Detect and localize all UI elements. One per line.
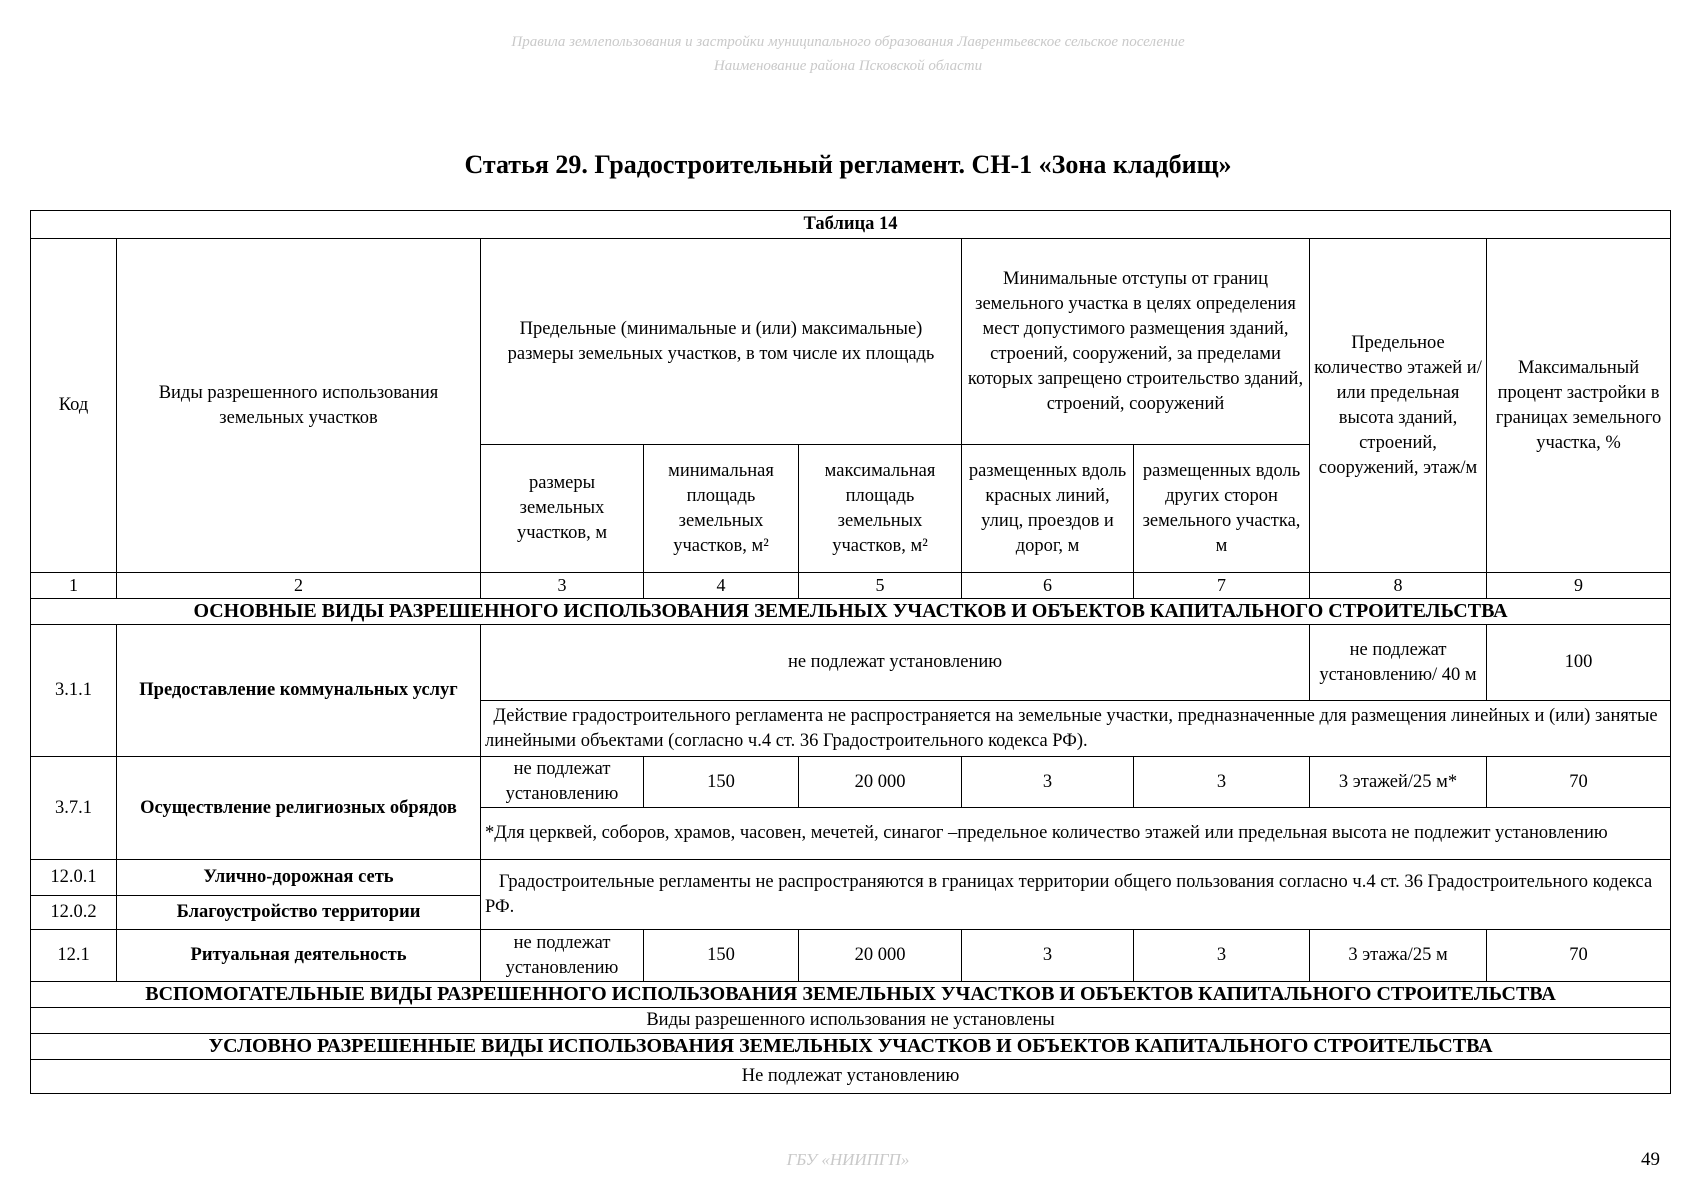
row-coverage: 70 [1487,930,1671,982]
column-number: 8 [1310,573,1487,599]
header-min-area: минимальная площадь земельных участков, м² [644,445,799,573]
row-setback-red: 3 [962,930,1134,982]
footer-organization: ГБУ «НИИПГП» [786,1150,910,1169]
row-max-area: 20 000 [799,930,962,982]
header-plot-size: размеры земельных участков, м [481,445,644,573]
running-header-line-1: Правила землепользования и застройки муниципального образования Лаврентьевское сельское поселение [511,34,1185,50]
header-setback-red: размещенных вдоль красных линий, улиц, проездов и дорог, м [962,445,1134,573]
auxiliary-uses-text: Виды разрешенного использования не установлены [31,1008,1671,1034]
row-code: 3.1.1 [31,625,117,757]
header-coverage: Максимальный процент застройки в границах земельного участка, % [1487,239,1671,573]
row-setback-other: 3 [1134,757,1310,808]
column-number: 4 [644,573,799,599]
row-note: Действие градостроительного регламента не распространяется на земельные участки, предназначенные для размещения линейных и (или) занятые линейными объектами (согласно ч.4 ст. 36 Градостроительного кодекса РФ). [481,701,1671,757]
row-floors: 3 этажей/25 м* [1310,757,1487,808]
row-use-name: Предоставление коммунальных услуг [117,625,481,757]
regulation-table [30,210,1671,1094]
row-min-area: 150 [644,930,799,982]
section-heading-main: ОСНОВНЫЕ ВИДЫ РАЗРЕШЕННОГО ИСПОЛЬЗОВАНИЯ ЗЕМЕЛЬНЫХ УЧАСТКОВ И ОБЪЕКТОВ КАПИТАЛЬНОГО СТРОИТЕЛЬСТВА [31,599,1671,625]
row-plot-size: не подлежат установлению [481,930,644,982]
header-code: Код [31,239,117,573]
section-heading-auxiliary: ВСПОМОГАТЕЛЬНЫЕ ВИДЫ РАЗРЕШЕННОГО ИСПОЛЬЗОВАНИЯ ЗЕМЕЛЬНЫХ УЧАСТКОВ И ОБЪЕКТОВ КАПИТАЛЬНОГО СТРОИТЕЛЬСТВА [31,982,1671,1008]
row-use-name: Осуществление религиозных обрядов [117,757,481,860]
table-row [31,757,1671,808]
header-floors: Предельное количество этажей и/или предельная высота зданий, строений, сооружений, этаж/м [1310,239,1487,573]
row-floors: 3 этажа/25 м [1310,930,1487,982]
row-code: 12.1 [31,930,117,982]
header-max-area: максимальная площадь земельных участков, м² [799,445,962,573]
row-floors: не подлежат установлению/ 40 м [1310,625,1487,701]
page-number: 49 [1641,1149,1660,1170]
row-max-area: 20 000 [799,757,962,808]
row-use-name: Улично-дорожная сеть [117,860,481,896]
row-use-name: Ритуальная деятельность [117,930,481,982]
header-setbacks-group: Минимальные отступы от границ земельного участка в целях определения мест допустимого размещения зданий, строений, сооружений, за пределами которых запрещено строительство зданий, строений, сооружений [962,239,1310,445]
header-setback-other: размещенных вдоль других сторон земельного участка, м [1134,445,1310,573]
row-note: *Для церквей, соборов, храмов, часовен, мечетей, синагог –предельное количество этажей или предельная высота не подлежит установлению [481,808,1671,860]
column-number: 1 [31,573,117,599]
conditional-uses-text: Не подлежат установлению [31,1060,1671,1094]
table-row [31,625,1671,701]
row-setback-red: 3 [962,757,1134,808]
table-number-label: Таблица 14 [31,211,1671,239]
row-use-name: Благоустройство территории [117,896,481,930]
row-code: 12.0.2 [31,896,117,930]
row-coverage: 70 [1487,757,1671,808]
header-plot-sizes-group: Предельные (минимальные и (или) максимальные) размеры земельных участков, в том числе их площадь [481,239,962,445]
column-number: 5 [799,573,962,599]
column-number: 6 [962,573,1134,599]
column-number: 3 [481,573,644,599]
header-use-types: Виды разрешенного использования земельных участков [117,239,481,573]
column-number: 9 [1487,573,1671,599]
column-number: 2 [117,573,481,599]
row-setback-other: 3 [1134,930,1310,982]
row-coverage: 100 [1487,625,1671,701]
page-running-header [0,30,1696,78]
row-params-merged: не подлежат установлению [481,625,1310,701]
running-header-line-2: Наименование района Псковской области [713,58,983,74]
column-number: 7 [1134,573,1310,599]
column-number-row [31,573,1671,599]
table-row [31,930,1671,982]
page-title: Статья 29. Градостроительный регламент. СН-1 «Зона кладбищ» [464,150,1232,179]
row-min-area: 150 [644,757,799,808]
row-plot-size: не подлежат установлению [481,757,644,808]
row-code: 12.0.1 [31,860,117,896]
row-code: 3.7.1 [31,757,117,860]
section-heading-conditional: УСЛОВНО РАЗРЕШЕННЫЕ ВИДЫ ИСПОЛЬЗОВАНИЯ ЗЕМЕЛЬНЫХ УЧАСТКОВ И ОБЪЕКТОВ КАПИТАЛЬНОГО СТРОИТЕЛЬСТВА [31,1034,1671,1060]
row-note: Градостроительные регламенты не распространяются в границах территории общего пользования согласно ч.4 ст. 36 Градостроительного кодекса РФ. [481,860,1671,930]
table-row [31,860,1671,896]
